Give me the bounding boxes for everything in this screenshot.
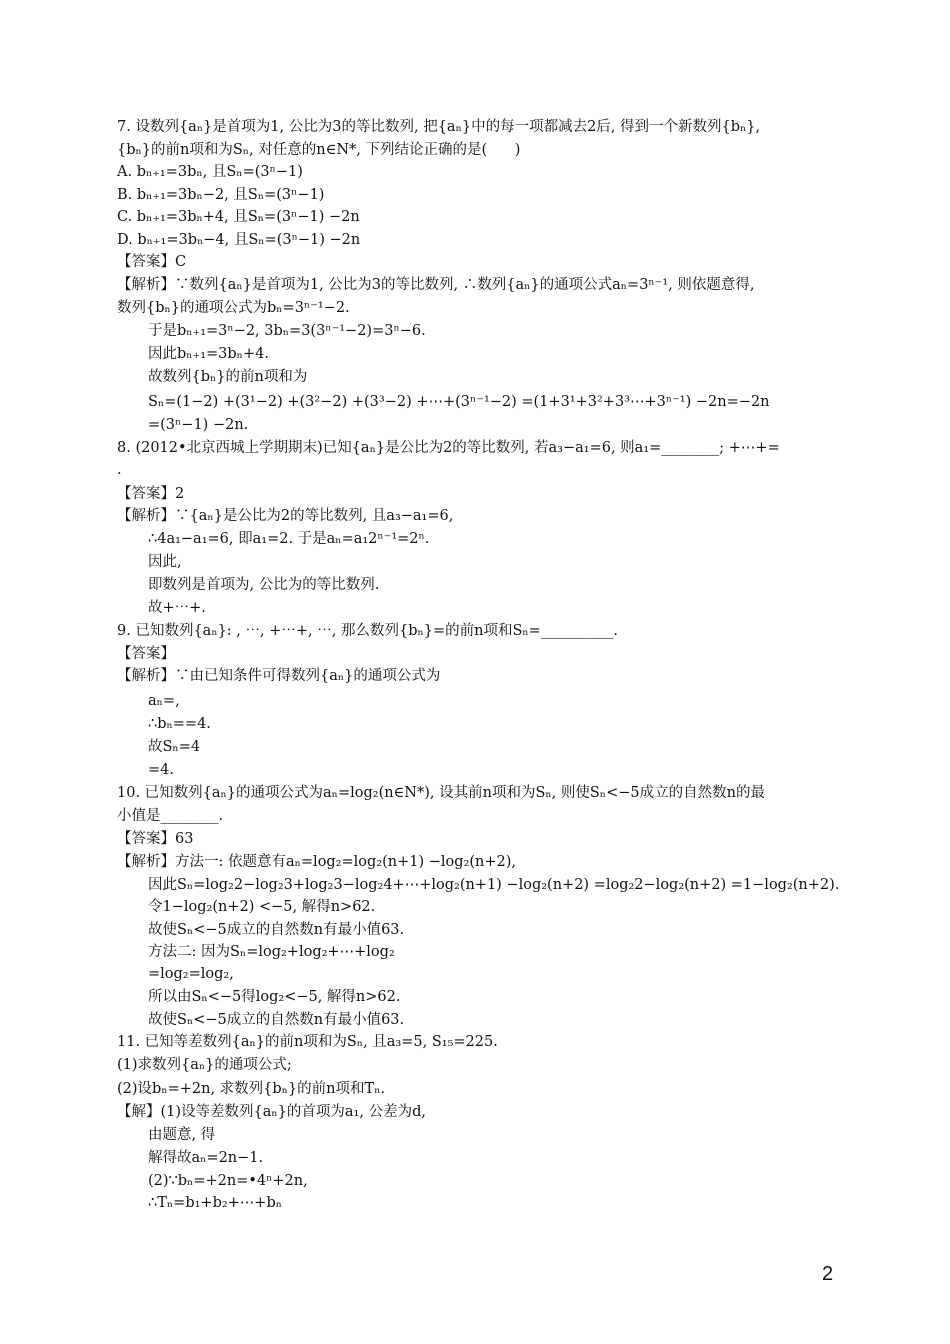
text-line: 9. 已知数列{aₙ}: , ⋯, +⋯+, ⋯, 那么数列{bₙ}=的前n项和Sₙ=__________. — [117, 623, 618, 639]
text-line: 【解】(1)设等差数列{aₙ}的首项为a₁, 公差为d, — [117, 1104, 426, 1120]
text-line: 故Sₙ=4 — [148, 739, 201, 755]
text-line: 11. 已知等差数列{aₙ}的前n项和为Sₙ, 且a₃=5, S₁₅=225. — [117, 1034, 498, 1050]
text-line: 小值是________. — [117, 808, 224, 824]
text-line: 解得故aₙ=2n−1. — [148, 1150, 264, 1166]
text-line: 由题意, 得 — [148, 1127, 216, 1143]
text-line: 故数列{bₙ}的前n项和为 — [148, 369, 308, 385]
text-line: D. bₙ₊₁=3bₙ−4, 且Sₙ=(3ⁿ−1) −2n — [117, 232, 361, 248]
text-line: (1)求数列{aₙ}的通项公式; — [117, 1057, 292, 1073]
text-line: 故使Sₙ<−5成立的自然数n有最小值63. — [148, 1012, 405, 1028]
text-line: 【答案】63 — [117, 831, 194, 847]
text-line: (2)∵bₙ=+2n=•4ⁿ+2n, — [148, 1173, 308, 1189]
text-line: =(3ⁿ−1) −2n. — [148, 417, 249, 433]
text-line: 于是bₙ₊₁=3ⁿ−2, 3bₙ=3(3ⁿ⁻¹−2)=3ⁿ−6. — [148, 323, 426, 339]
text-line: C. bₙ₊₁=3bₙ+4, 且Sₙ=(3ⁿ−1) −2n — [117, 209, 360, 225]
text-line: 故使Sₙ<−5成立的自然数n有最小值63. — [148, 922, 405, 938]
page-number: 2 — [822, 1263, 834, 1285]
text-line: 10. 已知数列{aₙ}的通项公式为aₙ=log₂(n∈N*), 设其前n项和为Sₙ, 则使Sₙ<−5成立的自然数n的最 — [117, 785, 765, 801]
text-line: 8. (2012•北京西城上学期期末)已知{aₙ}是公比为2的等比数列, 若a₃−a₁=6, 则a₁=________; +⋯+= — [117, 440, 780, 456]
text-line: 7. 设数列{aₙ}是首项为1, 公比为3的等比数列, 把{aₙ}中的每一项都减去2后, 得到一个新数列{bₙ}, — [117, 119, 761, 135]
text-line: 故+⋯+. — [148, 600, 206, 616]
text-line: aₙ=, — [148, 693, 180, 709]
text-line: 方法二: 因为Sₙ=log₂+log₂+⋯+log₂ — [148, 944, 395, 960]
text-line: 因此Sₙ=log₂2−log₂3+log₂3−log₂4+⋯+log₂(n+1) −log₂(n+2) =log₂2−log₂(n+2) =1−log₂(n+2). — [148, 877, 840, 893]
text-line: 【答案】 — [117, 646, 175, 662]
text-line: =log₂=log₂, — [148, 966, 234, 982]
text-line: (2)设bₙ=+2n, 求数列{bₙ}的前n项和Tₙ. — [117, 1081, 386, 1097]
text-line: 数列{bₙ}的通项公式为bₙ=3ⁿ⁻¹−2. — [117, 300, 350, 316]
text-line: 所以由Sₙ<−5得log₂<−5, 解得n>62. — [148, 989, 401, 1005]
text-line: 【解析】∵{aₙ}是公比为2的等比数列, 且a₃−a₁=6, — [117, 508, 454, 524]
text-line: 【答案】C — [117, 254, 187, 270]
text-line: . — [117, 462, 122, 478]
text-line: ∴Tₙ=b₁+b₂+⋯+bₙ — [148, 1195, 283, 1211]
text-line: =4. — [148, 762, 174, 778]
text-line: B. bₙ₊₁=3bₙ−2, 且Sₙ=(3ⁿ−1) — [117, 187, 325, 203]
text-line: 令1−log₂(n+2) <−5, 解得n>62. — [148, 899, 376, 915]
text-line: Sₙ=(1−2) +(3¹−2) +(3²−2) +(3³−2) +⋯+(3ⁿ⁻¹−2) =(1+3¹+3²+3³⋯+3ⁿ⁻¹) −2n=−2n — [148, 394, 770, 410]
text-line: 【解析】∵数列{aₙ}是首项为1, 公比为3的等比数列, ∴数列{aₙ}的通项公式aₙ=3ⁿ⁻¹, 则依题意得, — [117, 277, 755, 293]
text-line: 【解析】∵由已知条件可得数列{aₙ}的通项公式为 — [117, 668, 441, 684]
text-line: 【答案】2 — [117, 486, 185, 502]
text-line: 即数列是首项为, 公比为的等比数列. — [148, 577, 380, 593]
text-line: {bₙ}的前n项和为Sₙ, 对任意的n∈N*, 下列结论正确的是( ) — [117, 142, 521, 158]
text-line: 【解析】方法一: 依题意有aₙ=log₂=log₂(n+1) −log₂(n+2), — [117, 854, 517, 870]
text-line: 因此, — [148, 554, 182, 570]
text-line: A. bₙ₊₁=3bₙ, 且Sₙ=(3ⁿ−1) — [117, 164, 303, 180]
text-line: 因此bₙ₊₁=3bₙ+4. — [148, 346, 269, 362]
text-line: ∴bₙ==4. — [148, 716, 211, 732]
text-line: ∴4a₁−a₁=6, 即a₁=2. 于是aₙ=a₁2ⁿ⁻¹=2ⁿ. — [148, 531, 430, 547]
